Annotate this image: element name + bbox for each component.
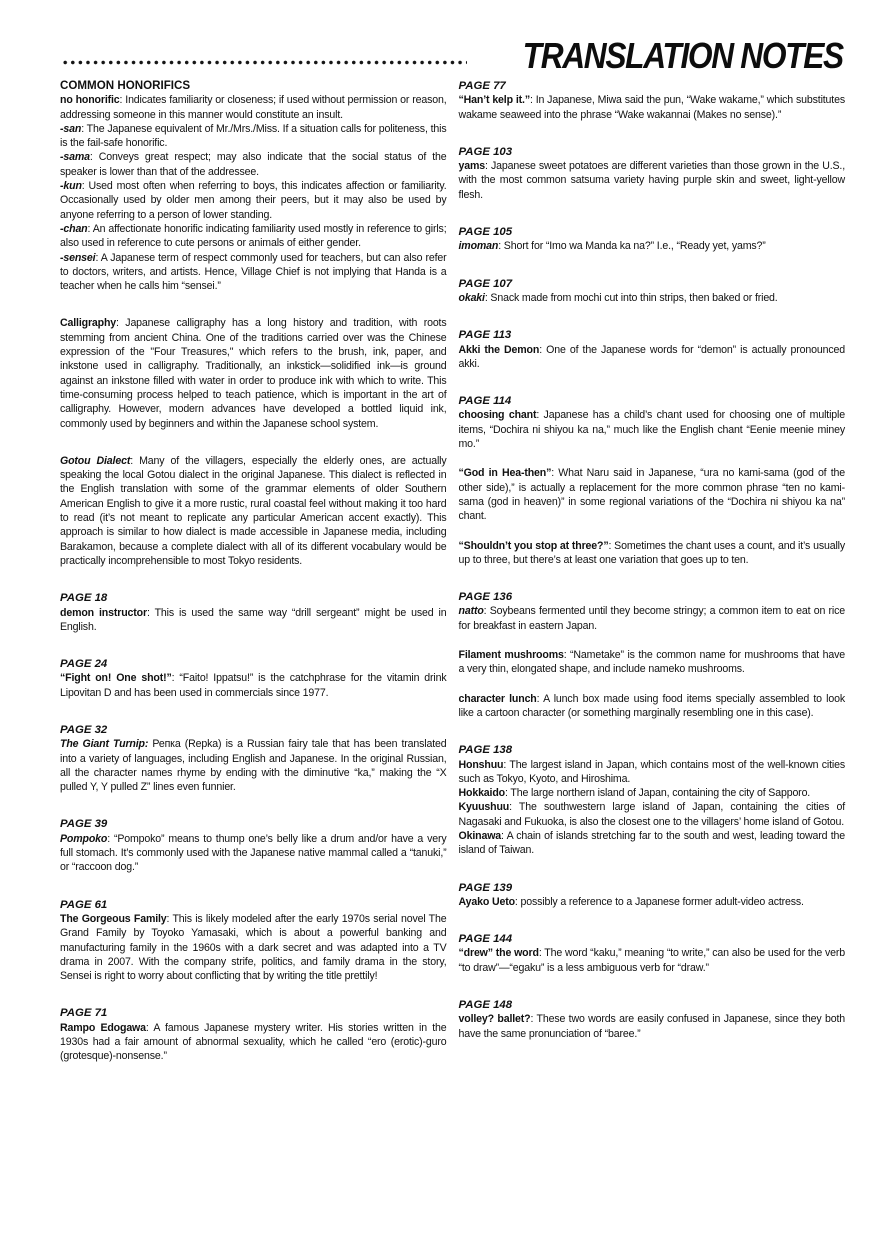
note-text: : Used most often when referring to boys, this indicates affection or familiarity. Occasionally used by older men among their peers, but it may also be used by anyone referring to a person of lower standing. <box>60 180 447 221</box>
note-entry <box>60 122 447 151</box>
note-term: Filament mushrooms <box>458 649 564 662</box>
note-entry <box>459 604 846 633</box>
note-term: “Fight on! One shot!” <box>60 672 172 685</box>
note-term: no honorific <box>60 94 120 107</box>
note-term: Kyuushuu <box>458 801 510 814</box>
note-text: : Short for “Imo wa Manda ka na?” I.e., “Ready yet, yams?” <box>498 240 766 253</box>
page-heading: PAGE 148 <box>458 999 513 1012</box>
note-entry <box>60 222 447 251</box>
note-text: : A lunch box made using food items specially assembled to look like a cartoon character (or something marginally resembling one in this case). <box>458 692 845 719</box>
note-entry <box>60 316 447 430</box>
translation-notes-header <box>63 35 843 76</box>
note-section <box>459 328 846 371</box>
note-entry <box>459 829 846 858</box>
note-entry <box>459 239 846 253</box>
page-heading: PAGE 113 <box>458 329 512 342</box>
note-section <box>459 881 846 910</box>
note-term: choosing chant <box>458 409 537 422</box>
note-term: -sama <box>60 151 90 164</box>
note-text: : possibly a reference to a Japanese former adult-video actress. <box>514 895 804 908</box>
note-text: : This is used the same way “drill sergeant” might be used in English. <box>60 606 447 633</box>
notes-columns <box>60 79 845 1064</box>
note-text: : The largest island in Japan, which contains most of the well-known cities such as Tokyo, Kyoto, and Hiroshima. <box>458 758 845 785</box>
note-entry <box>60 737 447 794</box>
note-term: -kun <box>60 180 82 193</box>
page-heading: PAGE 24 <box>60 658 108 671</box>
note-entry <box>459 648 846 677</box>
note-term: “Han’t kelp it.” <box>458 94 530 107</box>
note-entry <box>60 912 447 983</box>
note-text: : The large northern island of Japan, containing the city of Sapporo. <box>504 787 811 800</box>
note-term: Calligraphy <box>60 317 117 330</box>
note-text: : The southwestern large island of Japan, containing the cities of Nagasaki and Fukuoka, is also the closest one to the villagers’ home island of Gotou. <box>458 801 845 828</box>
note-section <box>60 591 447 634</box>
note-text: : The word “kaku,” meaning “to write,” can also be used for the verb “to draw”—“egaku” is a less ambiguous verb for “draw.” <box>458 947 846 974</box>
note-section <box>459 145 846 202</box>
note-text: : Indicates familiarity or closeness; if used without permission or reason, addressing someone in this manner would constitute an insult. <box>60 94 447 121</box>
page-heading: PAGE 77 <box>458 80 506 92</box>
note-text: : An affectionate honorific indicating familiarity used mostly in reference to girls; also used in reference to cute persons or animals of either gender. <box>60 222 447 250</box>
note-entry <box>459 786 846 800</box>
note-text: : Soybeans fermented until they become stringy; a common item to eat on rice for breakfast in eastern Japan. <box>458 605 845 632</box>
page-heading: PAGE 32 <box>60 723 108 736</box>
note-term: Okinawa <box>458 829 502 842</box>
note-term: okaki <box>458 291 485 304</box>
note-section <box>60 454 447 568</box>
note-term: The Giant Turnip: <box>60 738 149 751</box>
note-section <box>60 79 447 293</box>
note-text: : A Japanese term of respect commonly used for teachers, but can also refer to doctors, writers, and artists. Hence, Village Chief is not implying that Handa is a teacher when he calls him “sensei.” <box>60 251 447 293</box>
page-heading: PAGE 103 <box>458 145 513 158</box>
note-term: Rampo Edogawa <box>60 1021 146 1034</box>
note-entry <box>60 832 447 875</box>
note-section <box>60 1006 447 1063</box>
note-section <box>60 723 447 794</box>
section-title: COMMON HONORIFICS <box>60 79 191 92</box>
note-term: character lunch <box>458 692 537 705</box>
note-text: : A chain of islands stretching far to the south and west, leading toward the island of Taiwan. <box>458 829 845 857</box>
note-entry <box>60 1021 447 1064</box>
note-section <box>459 394 846 567</box>
note-term: Akki the Demon <box>458 343 540 356</box>
note-term: -chan <box>60 222 88 235</box>
note-entry <box>459 539 846 568</box>
note-section <box>60 316 447 430</box>
note-entry <box>60 454 447 568</box>
note-text: : “Faito! Ippatsu!” is the catchphrase for the vitamin drink Lipovitan D and has been used in commercials since 1977. <box>60 672 447 699</box>
note-section <box>60 898 447 984</box>
note-term: yams <box>458 160 485 173</box>
note-term: Hokkaido <box>458 787 505 800</box>
note-term: -sensei <box>60 251 96 264</box>
note-text: : In Japanese, Miwa said the pun, “Wake wakame,” which substitutes wakame seaweed into the phrase “Wake wakannai (Makes no sense).” <box>458 94 845 121</box>
page-heading: PAGE 138 <box>458 744 513 757</box>
dotted-leader <box>63 60 467 65</box>
left-column <box>60 79 447 1064</box>
page-heading: PAGE 136 <box>458 591 513 604</box>
page-title: TRANSLATION NOTES <box>522 35 843 76</box>
page-heading: PAGE 39 <box>60 818 108 831</box>
note-section <box>459 998 846 1041</box>
note-term: natto <box>458 605 484 618</box>
note-entry <box>459 343 846 372</box>
note-entry <box>60 150 447 179</box>
note-section <box>60 657 447 700</box>
note-text: : Conveys great respect; may also indicate that the social status of the speaker is lower than that of the addressee. <box>60 151 447 178</box>
note-term: volley? ballet? <box>458 1013 531 1026</box>
note-text: : “Nametake” is the common name for mushrooms that have a very thin, elongated shape, and include nameko mushrooms. <box>458 649 845 676</box>
note-text: : A famous Japanese mystery writer. His stories written in the 1930s had a fair amount of abnormal sexuality, which he called “ero (erotic)-guro (grotesque)-nonsense.” <box>60 1021 447 1063</box>
page-heading: PAGE 139 <box>458 881 513 894</box>
note-term: Honshuu <box>458 758 504 771</box>
page-heading: PAGE 105 <box>458 226 513 239</box>
note-section <box>60 817 447 874</box>
note-section <box>459 225 846 254</box>
note-entry <box>459 159 846 202</box>
note-entry <box>459 895 846 909</box>
note-text: : Japanese has a child’s chant used for choosing one of multiple items, “Dochira ni shiyou ka na,” much like the English chant “Eenie meenie miney mo.” <box>458 409 845 451</box>
note-text: Репка (Repka) is a Russian fairy tale that has been translated into a variety of languages, including English and Japanese. In the original Russian, all the character names rhyme by ending with the diminutive “ka,” making the “X pulled Y, Y pulled Z” lines even funnier. <box>60 738 447 794</box>
note-entry <box>60 251 447 294</box>
note-entry <box>459 946 846 975</box>
note-term: Pompoko <box>60 832 108 845</box>
note-term: Ayako Ueto <box>458 895 515 908</box>
note-section <box>459 590 846 720</box>
note-text: : This is likely modeled after the early 1970s serial novel The Grand Family by Toyoko Yamasaki, which is about a powerful banking and manufacturing family in the 1960s with a dark secret and was adapted into a TV drama in 2007. With the company strife, politics, and family drama in the story, Sensei is right to worry about conflicting that by writing the title prettily! <box>60 912 447 983</box>
note-section <box>459 932 846 975</box>
note-section <box>459 277 846 306</box>
note-term: demon instructor <box>60 606 147 619</box>
note-term: -san <box>60 122 82 135</box>
note-entry <box>60 606 447 635</box>
right-column <box>459 79 846 1064</box>
note-entry <box>60 671 447 700</box>
page-heading: PAGE 18 <box>60 592 108 605</box>
note-term: “God in Hea-then” <box>458 467 552 480</box>
note-entry <box>459 466 846 523</box>
note-section <box>459 743 846 857</box>
page-heading: PAGE 107 <box>458 277 513 290</box>
note-term: imoman <box>458 240 499 253</box>
note-term: The Gorgeous Family <box>60 912 167 925</box>
note-text: : Japanese calligraphy has a long history and tradition, with roots stemming from ancient China. One of the traditions carried over was the Chinese expression of the "Four Treasures," which refers to the brush, ink, paper, and inkstone used in calligraphy. Traditionally, an inkstick—solidified ink—is ground against an inkstone filled with water in order to produce ink with which to write. This time-consuming process helped to teach patience, which is important in the art of calligraphy. However, modern advances have developed a bottled liquid ink, commonly used by beginners and within the Japanese school system. <box>60 317 447 430</box>
note-text: : What Naru said in Japanese, “ura no kami-sama (god of the other side),” is actually a replacement for the more common phrase “ten no kami-sama (god in heaven)” in some regional variations of the “Dochira ni shiyou ka na” chant. <box>458 467 845 523</box>
note-entry <box>459 291 846 305</box>
note-text: : “Pompoko” means to thump one’s belly like a drum and/or have a very full stomach. It’s commonly used with the Japanese native mammal called a “tanuki,” or “raccoon dog.” <box>60 832 447 874</box>
note-text: : One of the Japanese words for “demon” is actually pronounced akki. <box>458 343 845 370</box>
note-entry <box>60 179 447 222</box>
note-entry <box>459 758 846 787</box>
note-text: : Sometimes the chant uses a count, and it’s usually up to three, but there’s at least one variation that goes up to ten. <box>458 539 846 566</box>
note-entry <box>459 800 846 829</box>
page-heading: PAGE 71 <box>60 1007 108 1020</box>
note-term: “Shouldn’t you stop at three?” <box>458 539 609 552</box>
note-text: : Snack made from mochi cut into thin strips, then baked or fried. <box>484 291 778 304</box>
note-entry <box>459 1012 846 1041</box>
note-entry <box>459 692 846 721</box>
note-text: : The Japanese equivalent of Mr./Mrs./Miss. If a situation calls for politeness, this is the fail-safe honorific. <box>60 122 447 150</box>
note-text: : Many of the villagers, especially the elderly ones, are actually speaking the local Gotou dialect in the original Japanese. This dialect is reflected in the English translation with some of the grammar elements of older Southern American English to give it a more rustic, rural coastal feel without making it too hard to read (it’s not meant to replicate any particular American accent exactly). This approach is similar to how dialect is made accessible in Japanese media, including Barakamon, because a complete dialect with all of its different vocabulary would be practically incomprehensible to most Tokyo residents. <box>60 454 447 567</box>
note-entry <box>459 93 846 122</box>
page-heading: PAGE 144 <box>458 933 513 946</box>
page-heading: PAGE 61 <box>60 898 108 911</box>
note-term: “drew” the word <box>458 947 539 960</box>
note-entry <box>459 408 846 451</box>
note-text: : These two words are easily confused in Japanese, since they both have the same pronunciation of “baree.” <box>458 1013 845 1040</box>
note-term: Gotou Dialect <box>60 454 131 467</box>
note-text: : Japanese sweet potatoes are different varieties than those grown in the U.S., with the most common satsuma variety having purple skin and sweet, light-yellow flesh. <box>458 160 845 201</box>
note-entry <box>60 93 447 122</box>
page-heading: PAGE 114 <box>458 395 512 408</box>
note-section <box>459 79 846 122</box>
